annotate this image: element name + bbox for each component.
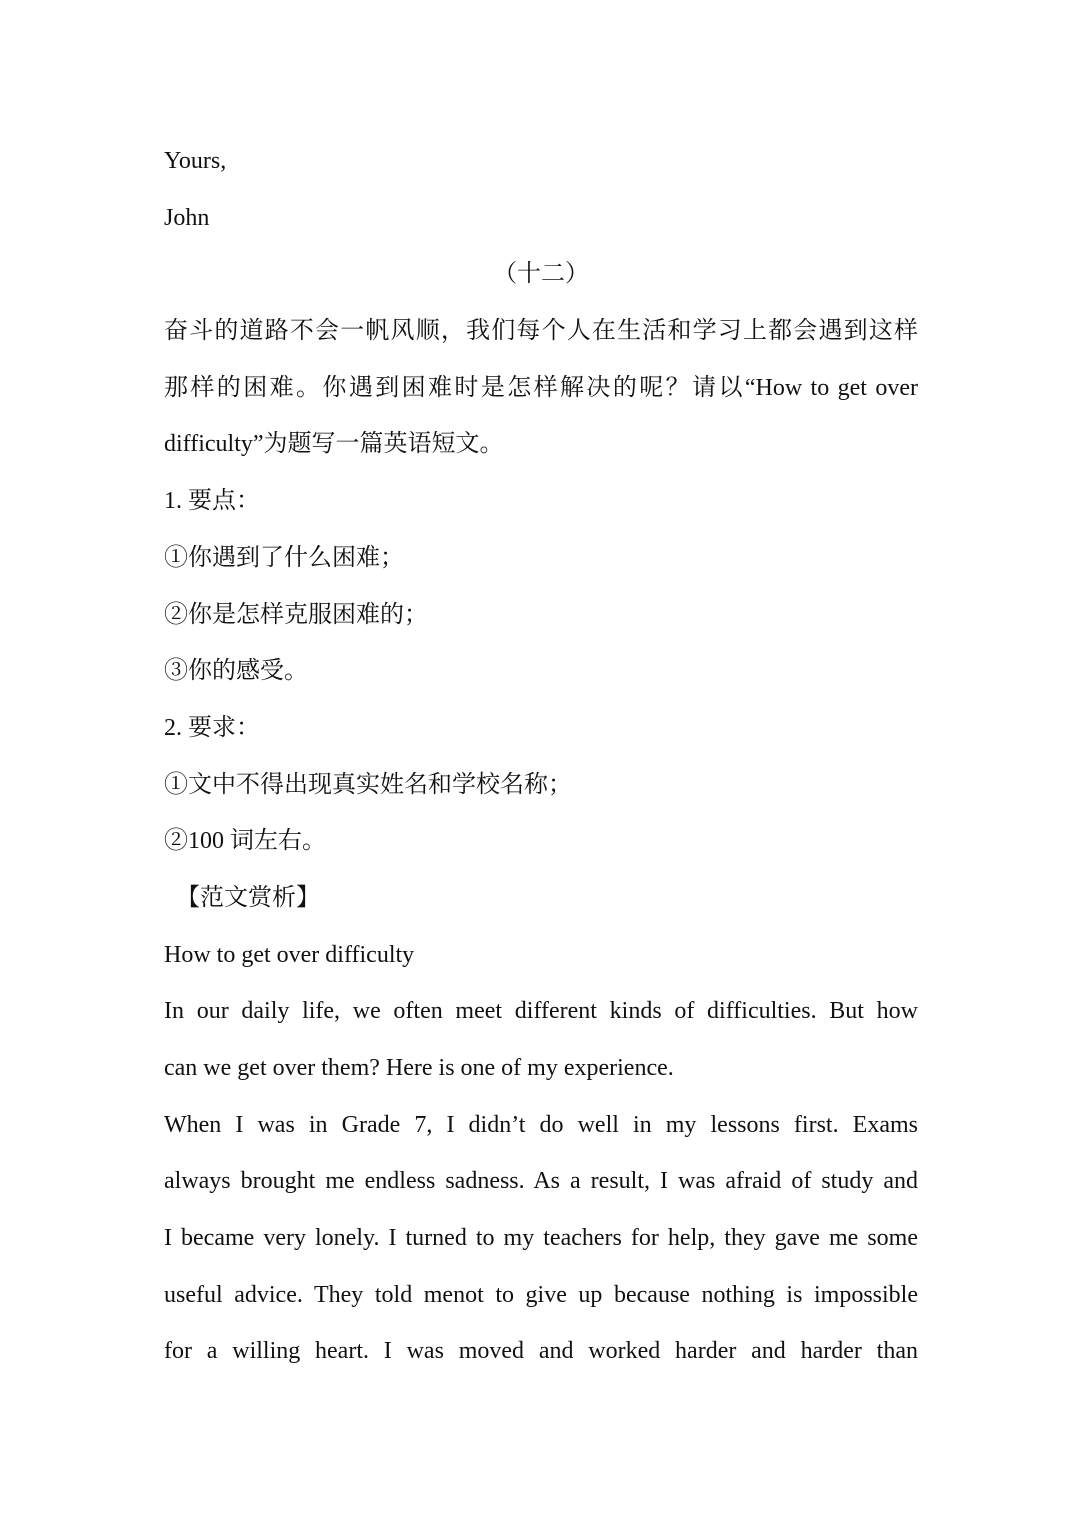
requirement-item-2: ②100 词左右。 (164, 828, 326, 855)
point-item-2: ②你是怎样克服困难的； (164, 601, 428, 628)
sample-title: How to get over difficulty (164, 941, 415, 968)
section-number: （十二） (493, 261, 589, 288)
prompt-line-1: 奋斗的道路不会一帆风顺，我们每个人在生活和学习上都会遇到这样 (164, 318, 918, 345)
sample-paragraph-1-line-1: In our daily life, we often meet different kinds of difficulties. But how (164, 998, 918, 1025)
requirement-item-1: ①文中不得出现真实姓名和学校名称； (164, 771, 572, 798)
sample-paragraph-1-line-2: can we get over them? Here is one of my experience. (164, 1055, 674, 1081)
point-item-1: ①你遇到了什么困难； (164, 544, 404, 571)
prompt-line-2: 那样的困难。你遇到困难时是怎样解决的呢？请以“How to get over (164, 374, 918, 401)
sample-paragraph-2-line-2: always brought me endless sadness. As a result, I was afraid of study and (164, 1168, 918, 1195)
document-body (164, 140, 918, 1387)
letter-closing: Yours, (164, 148, 227, 174)
sample-paragraph-2-line-4: useful advice. They told menot to give up because nothing is impossible (164, 1281, 918, 1308)
sample-label: 【范文赏析】 (176, 884, 320, 911)
point-item-3: ③你的感受。 (164, 658, 308, 685)
letter-signature: John (164, 204, 210, 231)
prompt-line-3: difficulty”为题写一篇英语短文。 (164, 431, 504, 458)
sample-paragraph-2-line-1: When I was in Grade 7, I didn’t do well in my lessons first. Exams (164, 1111, 918, 1138)
requirements-heading: 2. 要求： (164, 714, 260, 741)
sample-paragraph-2-line-5: for a willing heart. I was moved and worked harder and harder than (164, 1338, 918, 1365)
sample-paragraph-2-line-3: I became very lonely. I turned to my teachers for help, they gave me some (164, 1225, 918, 1252)
points-heading: 1. 要点： (164, 488, 260, 515)
